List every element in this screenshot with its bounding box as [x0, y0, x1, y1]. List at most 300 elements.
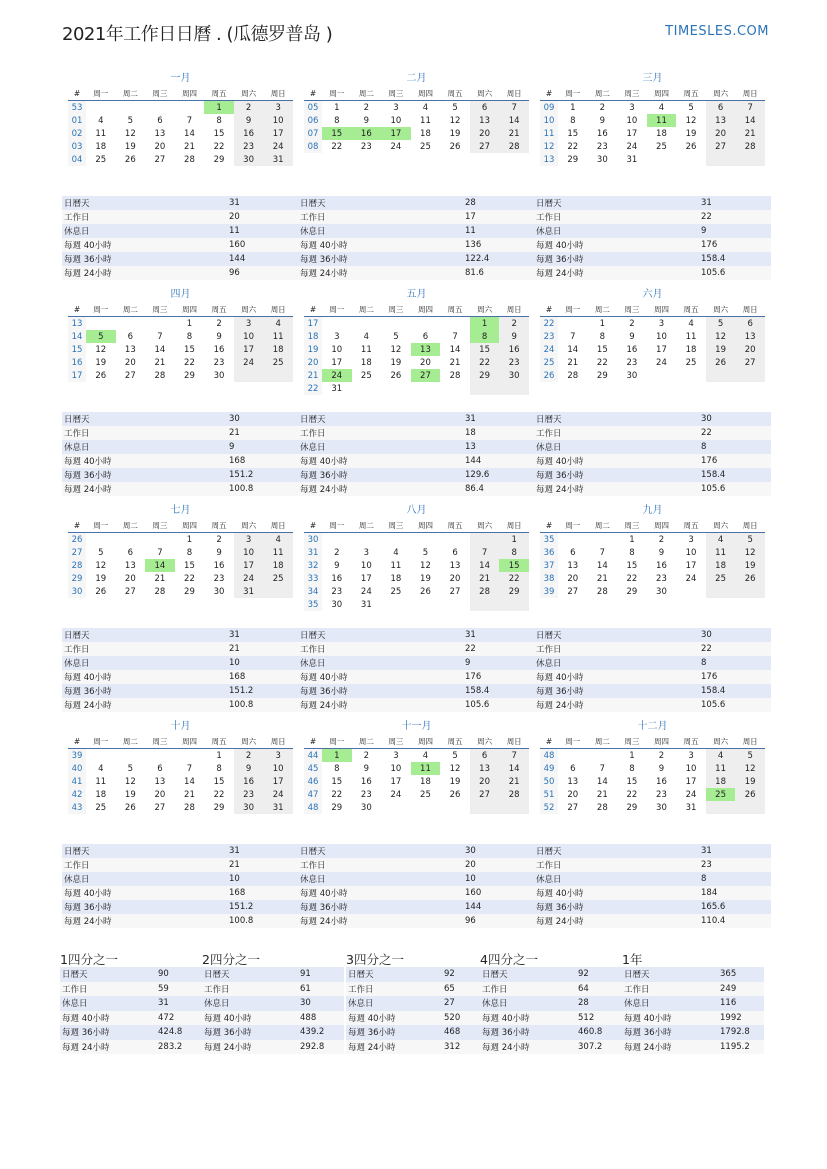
stat-value: 460.8: [576, 1025, 622, 1040]
week-number: 45: [304, 762, 322, 775]
stat-label: 日曆天: [534, 412, 699, 426]
day-cell: [440, 317, 470, 331]
weekday-label: 周四: [411, 86, 441, 101]
stat-row: [62, 858, 299, 872]
weekday-label: 周二: [116, 518, 146, 533]
weekday-label: 周五: [440, 734, 470, 749]
day-cell: 19: [390, 357, 402, 368]
day-cell: 12: [735, 546, 765, 559]
stat-label: 每週 36小時: [62, 252, 227, 266]
weekday-label: #: [304, 302, 322, 317]
stat-label: 工作日: [62, 642, 227, 656]
month-name: 十一月: [401, 721, 432, 732]
day-cell: 6: [452, 547, 458, 558]
stat-value: 151.2: [227, 684, 299, 698]
weekday-label: 周五: [676, 518, 706, 533]
stat-value: 158.4: [699, 684, 771, 698]
week-row: [540, 317, 765, 331]
weekday-label: #: [540, 86, 558, 101]
day-cell: 27: [470, 788, 500, 801]
day-cell: 24: [626, 141, 638, 152]
day-cell: 23: [213, 573, 225, 584]
stat-value: 176: [699, 238, 771, 252]
week-row: [304, 114, 529, 127]
stat-row: [298, 426, 535, 440]
week-number: 25: [540, 356, 558, 369]
week-number: 35: [304, 598, 322, 611]
day-cell: [86, 749, 116, 763]
weekday-label: 周三: [145, 518, 175, 533]
day-cell: 18: [360, 357, 372, 368]
week-row: [304, 330, 529, 343]
day-cell: 27: [154, 802, 166, 813]
stat-value: 9: [227, 440, 299, 454]
stat-row: [534, 844, 771, 858]
weekday-label: 周六: [706, 518, 736, 533]
stat-value: 129.6: [463, 468, 535, 482]
day-cell: 25: [390, 586, 402, 597]
stat-row: [534, 412, 771, 426]
weekday-label: 周六: [234, 86, 264, 101]
day-cell: 26: [124, 154, 136, 165]
stat-row: [62, 426, 299, 440]
weekday-label: 周一: [322, 518, 352, 533]
day-cell: 13: [735, 330, 765, 343]
holiday-day-cell: 1: [322, 749, 352, 763]
stat-row: [622, 1040, 764, 1055]
day-cell: 18: [420, 128, 431, 139]
weekday-label: 周日: [735, 518, 765, 533]
month-calendar: [68, 72, 293, 166]
day-cell: 29: [626, 586, 638, 597]
day-cell: 7: [499, 101, 529, 115]
day-cell: 26: [95, 586, 107, 597]
stat-row: [298, 900, 535, 914]
stat-label: 工作日: [534, 858, 699, 872]
weekday-header: [68, 86, 293, 101]
month-name: 二月: [406, 73, 427, 84]
stat-row: [534, 628, 771, 642]
day-cell: 28: [184, 802, 195, 813]
stat-row: [622, 1011, 764, 1026]
day-cell: 31: [263, 801, 293, 814]
stat-row: [346, 996, 488, 1011]
weekday-label: #: [540, 734, 558, 749]
day-cell: 5: [452, 750, 458, 761]
day-cell: 9: [658, 763, 665, 774]
day-cell: 2: [599, 102, 606, 113]
day-cell: 18: [656, 128, 667, 139]
holiday-day-cell: 17: [381, 127, 411, 140]
week-number: 36: [540, 546, 558, 559]
stat-label: 每週 36小時: [62, 468, 227, 482]
day-cell: 27: [567, 586, 579, 597]
month-stats: [298, 196, 535, 280]
stat-label: 每週 36小時: [202, 1025, 298, 1040]
week-number: 31: [304, 546, 322, 559]
stat-value: 31: [227, 844, 299, 858]
day-cell: 30: [360, 802, 372, 813]
day-cell: 16: [360, 776, 372, 787]
day-cell: [381, 382, 411, 395]
weekday-label: 周六: [234, 734, 264, 749]
day-cell: 22: [331, 141, 343, 152]
stat-row: [480, 982, 622, 997]
stat-value: 312: [442, 1040, 488, 1055]
day-cell: 8: [599, 331, 606, 342]
day-cell: 21: [596, 573, 608, 584]
brand-logo[interactable]: TIMESLES.COM: [665, 24, 769, 39]
stat-label: 休息日: [298, 872, 463, 886]
day-cell: 25: [420, 789, 431, 800]
weekday-label: 周六: [470, 518, 500, 533]
stat-value: 64: [576, 982, 622, 997]
weekday-label: 周五: [676, 302, 706, 317]
day-cell: 15: [626, 776, 638, 787]
weekday-label: 周日: [499, 518, 529, 533]
day-cell: 28: [184, 154, 195, 165]
day-cell: 19: [449, 128, 461, 139]
day-cell: 27: [154, 154, 166, 165]
stat-row: [534, 698, 771, 712]
day-cell: 25: [95, 154, 107, 165]
week-number: 13: [540, 153, 558, 166]
week-number: 21: [304, 369, 322, 382]
weekday-label: 周六: [234, 302, 264, 317]
stat-label: 每週 40小時: [534, 670, 699, 684]
stat-label: 休息日: [534, 224, 699, 238]
month-name: 一月: [170, 73, 191, 84]
day-cell: 6: [570, 547, 576, 558]
stat-label: 日曆天: [534, 196, 699, 210]
weekday-header: [304, 518, 529, 533]
week-number: 20: [304, 356, 322, 369]
stat-value: 158.4: [463, 684, 535, 698]
month-stats: [62, 196, 299, 280]
day-cell: 2: [363, 102, 370, 113]
day-cell: 3: [234, 533, 264, 547]
day-cell: 23: [596, 141, 608, 152]
stat-label: 每週 40小時: [534, 454, 699, 468]
stat-value: 81.6: [463, 266, 535, 280]
stat-label: 每週 24小時: [534, 698, 699, 712]
stat-value: 176: [699, 670, 771, 684]
day-cell: 2: [499, 317, 529, 331]
week-number: 44: [304, 749, 322, 763]
stat-value: 439.2: [298, 1025, 344, 1040]
weekday-label: #: [68, 302, 86, 317]
weekday-label: 周五: [204, 518, 234, 533]
day-cell: [116, 533, 146, 547]
week-number: 30: [68, 585, 86, 598]
quarter-title: 3四分之一: [346, 952, 404, 967]
day-cell: 30: [234, 801, 264, 814]
day-cell: 2: [216, 534, 222, 545]
stat-row: [298, 252, 535, 266]
stat-row: [534, 914, 771, 928]
day-cell: 4: [363, 331, 370, 342]
stat-value: 31: [463, 628, 535, 642]
stat-row: [346, 967, 488, 982]
stat-value: 61: [298, 982, 344, 997]
stat-value: 160: [463, 886, 535, 900]
week-row: [540, 533, 765, 547]
week-number: 46: [304, 775, 322, 788]
stat-row: [298, 670, 535, 684]
day-cell: 4: [263, 533, 293, 547]
stat-label: 日曆天: [62, 628, 227, 642]
stat-row: [62, 224, 299, 238]
stat-row: [202, 967, 344, 982]
stat-label: 休息日: [62, 224, 227, 238]
week-number: 05: [304, 101, 322, 115]
day-cell: 27: [449, 586, 461, 597]
stat-value: 176: [463, 670, 535, 684]
day-cell: 2: [234, 101, 264, 115]
day-cell: 4: [688, 318, 694, 329]
day-cell: 4: [393, 547, 399, 558]
stat-label: 每週 36小時: [298, 900, 463, 914]
day-cell: 13: [470, 762, 500, 775]
day-cell: 28: [735, 140, 765, 153]
stat-row: [622, 1025, 764, 1040]
weekday-label: 周六: [470, 86, 500, 101]
stat-value: 11: [463, 224, 535, 238]
month-stats: [298, 412, 535, 496]
week-number: 27: [68, 546, 86, 559]
stat-row: [534, 684, 771, 698]
day-cell: 13: [449, 560, 461, 571]
stat-value: 59: [156, 982, 202, 997]
stat-label: 工作日: [298, 426, 463, 440]
stat-value: 512: [576, 1011, 622, 1026]
stat-label: 日曆天: [298, 196, 463, 210]
stat-value: 22: [699, 642, 771, 656]
day-cell: [706, 585, 736, 598]
day-cell: 20: [154, 789, 166, 800]
holiday-day-cell: 11: [647, 114, 677, 127]
stat-label: 每週 24小時: [62, 698, 227, 712]
stat-value: 28: [463, 196, 535, 210]
week-number: 17: [68, 369, 86, 382]
day-cell: 29: [184, 370, 195, 381]
week-number: 24: [540, 343, 558, 356]
day-cell: 23: [234, 788, 264, 801]
stat-row: [62, 440, 299, 454]
week-number: 40: [68, 762, 86, 775]
day-cell: 8: [216, 763, 222, 774]
day-cell: [470, 382, 500, 395]
day-cell: 6: [157, 763, 163, 774]
day-cell: 5: [452, 102, 458, 113]
week-row: [540, 546, 765, 559]
day-cell: 25: [263, 572, 293, 585]
month-grid: [540, 86, 765, 166]
stat-label: 每週 36小時: [346, 1025, 442, 1040]
day-cell: 31: [360, 599, 372, 610]
holiday-day-cell: 5: [86, 330, 116, 343]
stat-value: 424.8: [156, 1025, 202, 1040]
day-cell: 26: [95, 370, 107, 381]
day-cell: 15: [184, 344, 195, 355]
day-cell: 17: [234, 559, 264, 572]
day-cell: 4: [706, 533, 736, 547]
quarter-stats: [346, 967, 488, 1054]
stat-value: 8: [699, 656, 771, 670]
week-number: 39: [540, 585, 558, 598]
day-cell: 3: [393, 750, 399, 761]
day-cell: 13: [124, 560, 136, 571]
stat-row: [534, 196, 771, 210]
week-number: 16: [68, 356, 86, 369]
stat-label: 日曆天: [62, 844, 227, 858]
day-cell: [86, 101, 116, 115]
stat-label: 工作日: [534, 642, 699, 656]
day-cell: 18: [706, 559, 736, 572]
day-cell: 14: [567, 344, 579, 355]
day-cell: 8: [570, 115, 576, 126]
day-cell: 6: [470, 749, 500, 763]
day-cell: 10: [685, 547, 697, 558]
day-cell: 11: [685, 331, 697, 342]
day-cell: 9: [629, 331, 635, 342]
day-cell: 10: [626, 115, 638, 126]
day-cell: 17: [390, 776, 402, 787]
day-cell: 27: [124, 370, 136, 381]
day-cell: 30: [331, 599, 343, 610]
day-cell: 1: [186, 318, 193, 329]
day-cell: 17: [331, 357, 343, 368]
stat-label: 每週 40小時: [62, 238, 227, 252]
day-cell: [735, 153, 765, 166]
week-row: [68, 533, 293, 547]
day-cell: 12: [95, 560, 107, 571]
stat-value: 31: [227, 196, 299, 210]
day-cell: 6: [422, 331, 429, 342]
month-stats: [62, 844, 299, 928]
month-stats: [534, 628, 771, 712]
week-row: [540, 572, 765, 585]
stat-row: [62, 252, 299, 266]
day-cell: 18: [390, 573, 402, 584]
day-cell: 28: [596, 586, 608, 597]
stat-value: 176: [699, 454, 771, 468]
month-grid: [540, 302, 765, 382]
day-cell: 10: [331, 344, 343, 355]
stat-label: 工作日: [534, 210, 699, 224]
stat-label: 每週 40小時: [298, 886, 463, 900]
day-cell: 16: [596, 128, 608, 139]
day-cell: 24: [263, 140, 293, 153]
week-number: 07: [304, 127, 322, 140]
stat-label: 每週 40小時: [62, 670, 227, 684]
stat-label: 每週 40小時: [622, 1011, 718, 1026]
week-row: [540, 788, 765, 801]
month-calendar: [304, 504, 529, 611]
week-row: [304, 140, 529, 153]
day-cell: 5: [127, 115, 134, 126]
stat-label: 每週 40小時: [202, 1011, 298, 1026]
day-cell: 26: [735, 572, 765, 585]
stat-value: 100.8: [227, 482, 299, 496]
day-cell: 20: [449, 573, 461, 584]
stat-value: 105.6: [699, 482, 771, 496]
week-number: 10: [540, 114, 558, 127]
day-cell: 18: [95, 141, 107, 152]
week-number: 51: [540, 788, 558, 801]
day-cell: 13: [154, 128, 166, 139]
week-row: [540, 343, 765, 356]
week-row: [540, 356, 765, 369]
stat-label: 每週 36小時: [62, 900, 227, 914]
stat-label: 每週 40小時: [298, 670, 463, 684]
day-cell: 26: [706, 356, 736, 369]
day-cell: 22: [596, 357, 608, 368]
month-calendar: [540, 720, 765, 814]
week-row: [68, 546, 293, 559]
day-cell: 21: [499, 775, 529, 788]
day-cell: 28: [567, 370, 579, 381]
day-cell: 29: [499, 585, 529, 598]
weekday-label: 周五: [676, 86, 706, 101]
day-cell: [440, 382, 470, 395]
month-grid: [304, 518, 529, 611]
stat-label: 工作日: [622, 982, 718, 997]
week-number: 26: [68, 533, 86, 547]
stat-label: 每週 24小時: [60, 1040, 156, 1055]
stat-value: 96: [227, 266, 299, 280]
day-cell: [411, 598, 441, 611]
month-calendar: [304, 720, 529, 814]
stat-row: [62, 886, 299, 900]
stat-value: 65: [442, 982, 488, 997]
day-cell: [499, 598, 529, 611]
day-cell: 14: [154, 344, 166, 355]
month-grid: [304, 302, 529, 395]
day-cell: 9: [658, 547, 665, 558]
month-stats: [298, 844, 535, 928]
week-row: [540, 114, 765, 127]
day-cell: [381, 317, 411, 331]
day-cell: 6: [706, 101, 736, 115]
day-cell: 21: [154, 573, 166, 584]
stat-value: 21: [227, 858, 299, 872]
day-cell: 19: [95, 357, 107, 368]
stat-value: 184: [699, 886, 771, 900]
day-cell: 11: [420, 115, 431, 126]
stat-value: 520: [442, 1011, 488, 1026]
day-cell: 28: [470, 585, 500, 598]
month-stats: [534, 844, 771, 928]
stat-row: [534, 252, 771, 266]
day-cell: 9: [216, 547, 222, 558]
day-cell: [470, 598, 500, 611]
month-calendar: [540, 288, 765, 382]
stat-label: 每週 24小時: [202, 1040, 298, 1055]
month-name: 八月: [406, 505, 427, 516]
stat-value: 30: [699, 628, 771, 642]
stat-row: [202, 1011, 344, 1026]
week-number: 12: [540, 140, 558, 153]
day-cell: 23: [499, 356, 529, 369]
stat-row: [298, 844, 535, 858]
day-cell: [381, 801, 411, 814]
day-cell: [735, 801, 765, 814]
day-cell: 14: [499, 114, 529, 127]
weekday-label: 周一: [86, 518, 116, 533]
stat-value: 28: [576, 996, 622, 1011]
stat-value: 110.4: [699, 914, 771, 928]
